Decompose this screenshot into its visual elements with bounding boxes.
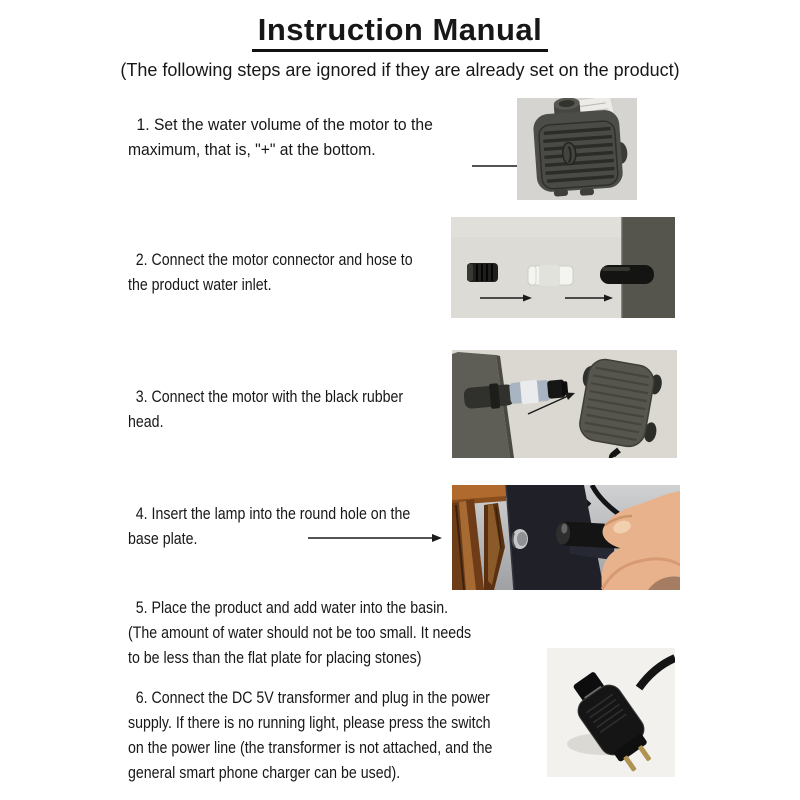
lamp-insertion-illustration bbox=[452, 485, 680, 590]
step-6-line-3: on the power line (the transformer is not attached, and the bbox=[128, 739, 493, 757]
step-4-line-2: base plate. bbox=[128, 530, 198, 548]
motor-connector bbox=[467, 263, 498, 282]
step-1-line-2: maximum, that is, "+" at the bottom. bbox=[128, 141, 376, 159]
transformer-illustration bbox=[547, 648, 675, 777]
step-5-text bbox=[128, 596, 527, 671]
step-6-line-2: supply. If there is no running light, please press the switch bbox=[128, 714, 491, 732]
step-6-line-4: general smart phone charger can be used). bbox=[128, 764, 401, 782]
connector-hose-inlet-illustration bbox=[451, 217, 675, 318]
connector-hose-inlet-photo bbox=[451, 217, 675, 318]
page-subtitle: (The following steps are ignored if they are already set on the product) bbox=[120, 60, 680, 80]
lamp-insertion-photo bbox=[452, 485, 680, 590]
header bbox=[0, 12, 800, 52]
motor-rubber-head-illustration bbox=[452, 350, 677, 458]
motor-rubber-head-photo bbox=[452, 350, 677, 458]
step-3-line-1: 3. Connect the motor with the black rubber bbox=[135, 388, 404, 406]
dc-5v-transformer-photo bbox=[547, 648, 675, 777]
water-inlet bbox=[600, 265, 654, 284]
step-5-line-2: (The amount of water should not be too small. It needs bbox=[128, 624, 472, 642]
step-6-text bbox=[128, 686, 552, 786]
white-hose bbox=[528, 265, 573, 286]
page-title: Instruction Manual bbox=[252, 12, 549, 52]
step-2-line-2: the product water inlet. bbox=[128, 276, 272, 294]
step-1-line-1: 1. Set the water volume of the motor to the bbox=[136, 116, 433, 134]
step-1-text bbox=[128, 113, 449, 163]
step-3-line-2: head. bbox=[128, 413, 164, 431]
arrow-right-icon bbox=[308, 531, 442, 545]
step-2-text bbox=[128, 248, 459, 298]
step-6-line-1: 6. Connect the DC 5V transformer and plug in the power bbox=[135, 689, 490, 707]
step-5-line-1: 5. Place the product and add water into the basin. bbox=[135, 599, 449, 617]
water-pump-illustration bbox=[517, 98, 637, 200]
water-pump-photo bbox=[517, 98, 637, 200]
step-3-text bbox=[128, 385, 448, 435]
step-5-line-3: to be less than the flat plate for placing stones) bbox=[128, 649, 422, 667]
step-4-line-1: 4. Insert the lamp into the round hole on the bbox=[135, 505, 411, 523]
round-hole bbox=[512, 529, 528, 549]
step-2-line-1: 2. Connect the motor connector and hose to bbox=[135, 251, 413, 269]
